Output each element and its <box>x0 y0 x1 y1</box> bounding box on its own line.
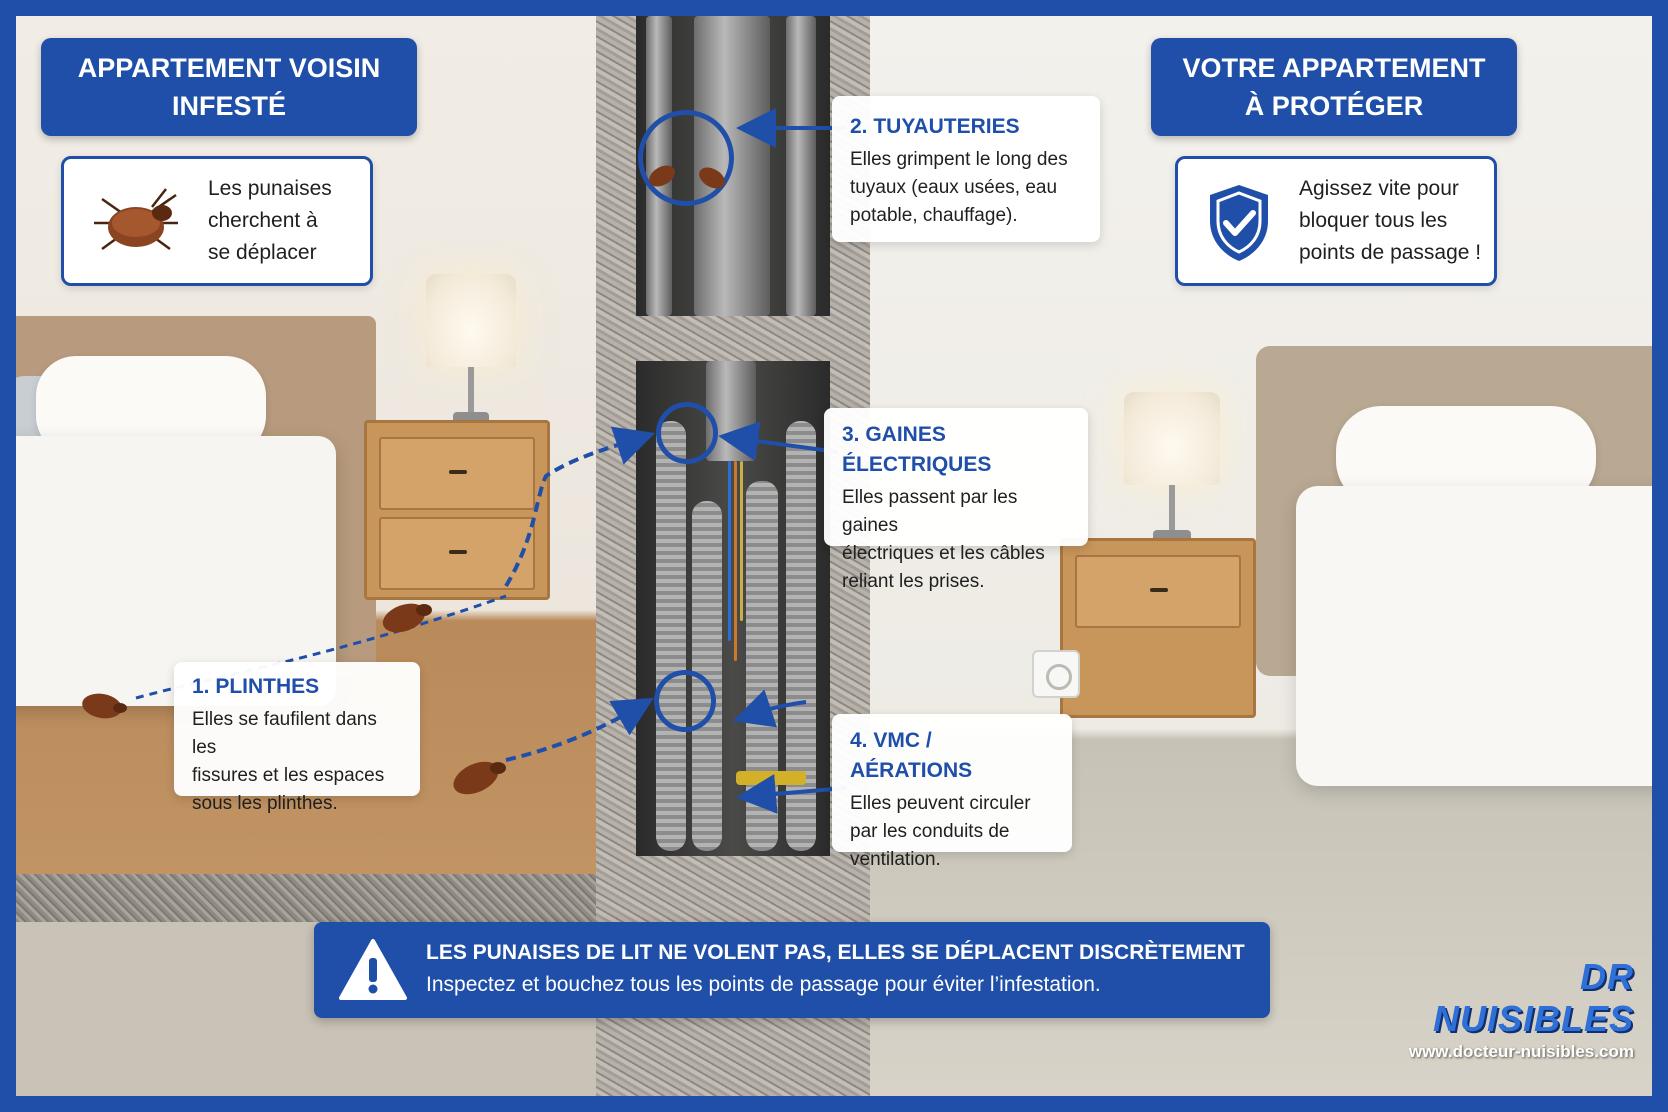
power-outlet <box>1032 650 1080 698</box>
left-info-line3: se déplacer <box>208 241 317 264</box>
banner-text: Inspectez et bouchez tous les points de passage pour éviter l’infestation. <box>426 973 1101 996</box>
electrical-wire <box>728 461 731 641</box>
callout-gaines-electriques <box>824 408 1088 592</box>
callout-gaines-line3: reliant les prises. <box>842 571 985 592</box>
lamp-left <box>426 274 516 424</box>
header-neighbor-line1: APPARTEMENT VOISIN <box>77 53 381 83</box>
callout-vmc-line1: Elles peuvent circuler <box>850 793 1031 814</box>
callout-plinthes-line2: fissures et les espaces <box>192 765 385 786</box>
callout-gaines-line1: Elles passent par les gaines <box>842 487 1018 536</box>
info-box-bugs-move <box>61 156 373 286</box>
electrical-wire <box>734 461 737 661</box>
left-info-line1: Les punaises <box>208 177 332 200</box>
conduit-highlight-circle <box>656 402 718 464</box>
callout-tuyauteries-line1: Elles grimpent le long des <box>850 149 1068 170</box>
banner-title: LES PUNAISES DE LIT NE VOLENT PAS, ELLES SE DÉPLACENT DISCRÈTEMENT <box>426 941 1245 964</box>
callout-tuyauteries-title: 2. TUYAUTERIES <box>850 115 1020 138</box>
electrical-conduit <box>746 481 778 851</box>
duvet <box>1296 486 1652 786</box>
callout-tuyauteries-line2: tuyaux (eaux usées, eau <box>850 177 1058 198</box>
callout-vmc-title: 4. VMC / AÉRATIONS <box>850 729 973 782</box>
right-info-line1: Agissez vite pour <box>1299 177 1459 200</box>
floor-slab <box>16 874 596 922</box>
header-neighbor-apartment <box>41 38 417 136</box>
infographic <box>16 16 1652 1096</box>
callout-gaines-line2: électriques et les câbles <box>842 543 1045 564</box>
callout-plinthes-title: 1. PLINTHES <box>192 675 320 698</box>
warning-icon <box>338 938 408 1002</box>
electrical-conduit <box>786 421 816 851</box>
vent-highlight-circle <box>654 670 716 732</box>
bedbug-icon <box>82 183 190 263</box>
callout-vmc-line3: ventilation. <box>850 849 941 870</box>
callout-tuyauteries <box>832 96 1100 242</box>
electrical-conduit <box>656 421 686 851</box>
callout-plinthes <box>174 662 420 814</box>
header-your-apartment <box>1151 38 1517 136</box>
left-info-line2: cherchent à <box>208 209 318 232</box>
warning-banner <box>314 922 1270 1018</box>
callout-plinthes-line1: Elles se faufilent dans les <box>192 709 377 758</box>
vent-fitting <box>736 771 806 785</box>
electrical-wire <box>740 461 743 621</box>
pipe-highlight-circle <box>638 110 734 206</box>
callout-gaines-title: 3. GAINES ÉLECTRIQUES <box>842 423 992 476</box>
callout-plinthes-line3: sous les plinthes. <box>192 793 338 814</box>
callout-tuyauteries-line3: potable, chauffage). <box>850 205 1018 226</box>
lamp-right <box>1124 392 1220 542</box>
bed-right <box>1256 346 1652 786</box>
callout-vmc <box>832 714 1072 870</box>
nightstand-left <box>364 420 550 600</box>
right-info-line2: bloquer tous les <box>1299 209 1448 232</box>
logo-brand: DR NUISIBLES <box>1432 956 1634 1039</box>
callout-vmc-line2: par les conduits de <box>850 821 1010 842</box>
pipe <box>786 16 816 316</box>
right-info-line3: points de passage ! <box>1299 241 1482 264</box>
logo-url[interactable]: www.docteur-nuisibles.com <box>1408 1042 1634 1061</box>
shield-check-icon <box>1204 181 1274 265</box>
brand-logo <box>1374 956 1634 1062</box>
header-your-line1: VOTRE APPARTEMENT <box>1182 53 1486 83</box>
nightstand-right <box>1060 538 1256 718</box>
header-your-line2: À PROTÉGER <box>1244 91 1424 121</box>
header-neighbor-line2: INFESTÉ <box>171 91 286 121</box>
info-box-act-fast <box>1175 156 1497 286</box>
